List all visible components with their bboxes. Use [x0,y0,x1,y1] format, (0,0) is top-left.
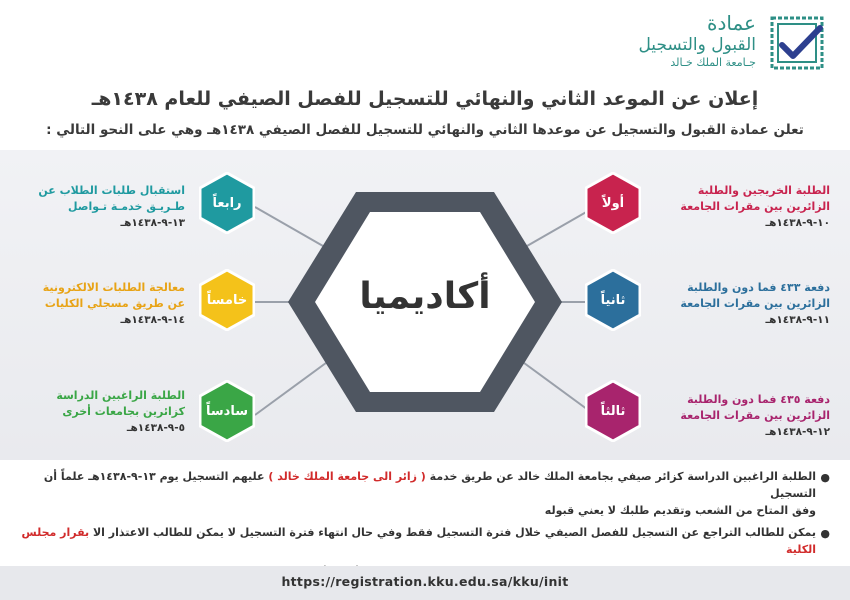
hex-third [585,380,641,442]
note-visitors [20,468,830,519]
note2-part1: يمكن للطالب التراجع عن التسجيل للفصل الصيفي خلال فترة التسجيل فقط وفي حال انتهاء فترة التسجيل لا يمكن للطالب الاعتذار الا [92,526,816,539]
hex-first [585,172,641,234]
note-withdrawal [20,524,830,558]
item-first-line2: الزائرين بين مقرات الجامعة [680,200,830,213]
item-third-line2: الزائرين بين مقرات الجامعة [680,409,830,422]
item-fourth-line2: طـريـق خدمـة تـواصل [68,200,185,213]
item-fourth [15,183,185,231]
note1-line2: وفق المتاح من الشعب وتقديم طلبك لا يعني قبوله [544,504,816,517]
registration-url-link[interactable]: https://registration.kku.edu.sa/kku/init [281,574,569,589]
item-first-date: ١٠-٩-١٤٣٨هـ [765,217,830,229]
logo-line1: عمادة [707,11,756,35]
hex-sixth [199,380,255,442]
logo-line2: القبول والتسجيل [638,35,756,55]
logo-line3: جـامعة الملك خـالد [670,56,756,69]
item-third-line1: دفعة ٤٣٥ فما دون والطلبة [687,393,830,406]
item-third [645,392,830,440]
hex-first-label: أولاً [601,195,625,211]
item-fifth-line1: معالجة الطلبات الالكترونية [42,281,185,294]
item-sixth [15,388,185,436]
infographic-panel [0,150,850,460]
hex-fifth [199,269,255,331]
checkmark-logo-icon [766,12,828,74]
item-first-line1: الطلبة الخريجين والطلبة [697,184,830,197]
item-fourth-line1: استقبال طلبات الطلاب عن [38,184,185,197]
item-first [645,183,830,231]
hex-third-label: ثالثاً [600,403,626,419]
note1-part1: الطلبة الراغبين الدراسة كزائر صيفي بجامعة الملك خالد عن طريق خدمة [429,470,816,483]
item-second-line1: دفعة ٤٣٣ فما دون والطلبة [687,281,830,294]
item-fifth-date: ١٤-٩-١٤٣٨هـ [120,314,185,326]
item-second-date: ١١-٩-١٤٣٨هـ [765,314,830,326]
item-fifth-line2: عن طريق مسجلي الكليات [44,297,185,310]
bullet-icon: ● [820,471,830,484]
item-third-date: ١٢-٩-١٤٣٨هـ [765,426,830,438]
item-fifth [15,280,185,328]
hex-fifth-label: خامساً [206,292,248,308]
hex-second [585,269,641,331]
note2-highlight: بقرار مجلس الكلية [21,526,816,556]
item-sixth-line1: الطلبة الراغبين الدراسة [56,389,185,402]
bullet-icon: ● [820,527,830,540]
item-fourth-date: ١٣-٩-١٤٣٨هـ [120,217,185,229]
logo [598,12,828,74]
item-second [645,280,830,328]
center-label: أكاديميا [359,276,491,317]
item-sixth-date: ٥-٩-١٤٣٨هـ [126,422,185,434]
hex-second-label: ثانياً [600,292,626,308]
note1-part2: عليهم التسجيل يوم ١٣-٩-١٤٣٨هـ علماً أن التسجيل [43,470,816,500]
footer-bar [0,566,850,600]
hex-fourth-label: رابعاً [212,195,242,211]
page-title: إعلان عن الموعد الثاني والنهائي للتسجيل للفصل الصيفي للعام ١٤٣٨هـ [91,88,759,110]
page-subtitle: تعلن عمادة القبول والتسجيل عن موعدها الثاني والنهائي للتسجيل للفصل الصيفي ١٤٣٨هـ وهي على النحو التالي : [46,122,804,138]
item-sixth-line2: كزائرين بجامعات أخرى [62,405,185,418]
item-second-line2: الزائرين بين مقرات الجامعة [680,297,830,310]
hex-fourth [199,172,255,234]
note1-highlight: ( زائر الى جامعة الملك خالد ) [268,470,426,483]
hex-sixth-label: سادساً [206,403,249,419]
